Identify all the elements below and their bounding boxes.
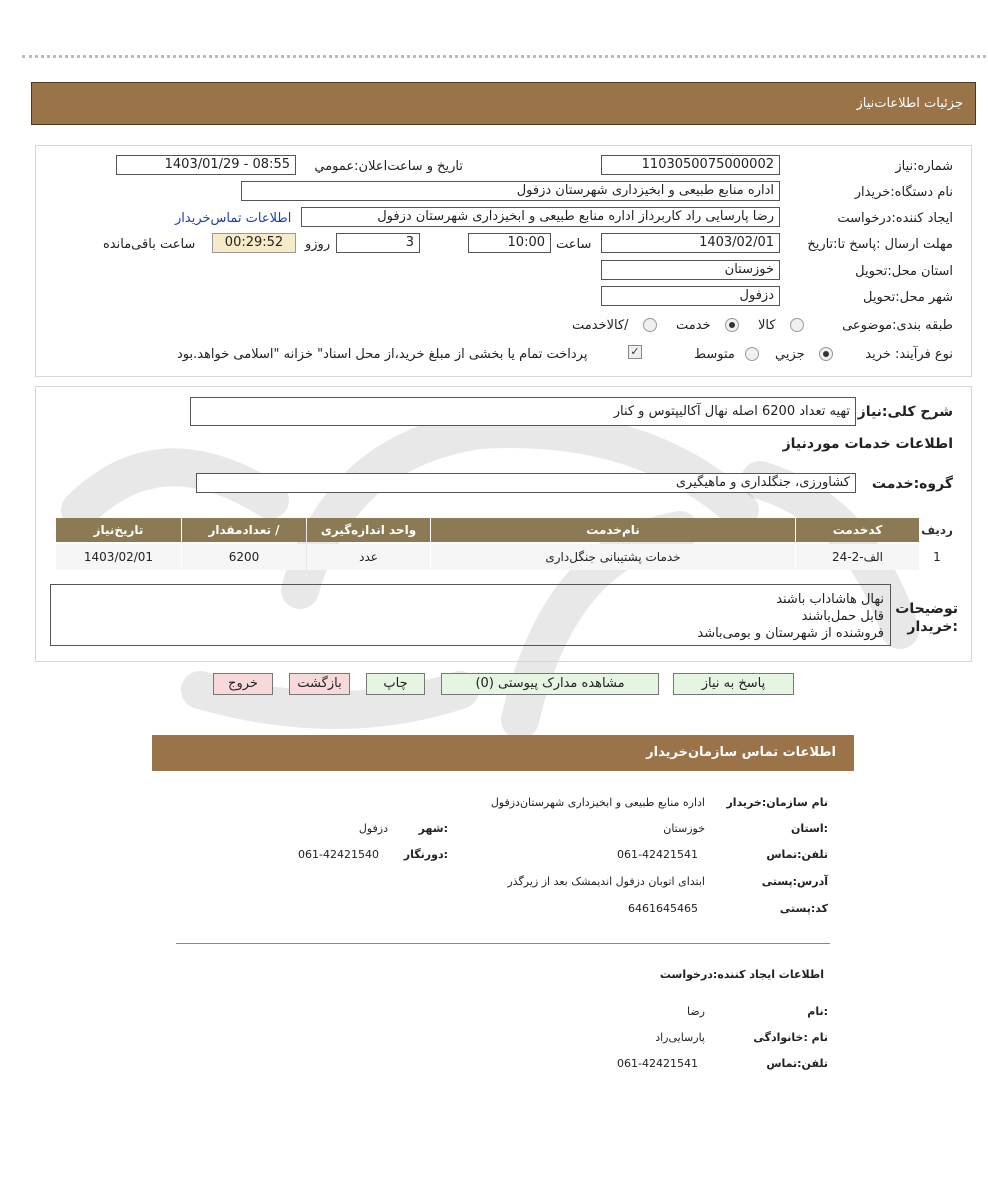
contact-header-title: اطلاعات تماس سازمان‌خریدار xyxy=(646,745,836,760)
details-panel xyxy=(35,145,972,377)
buyer-desc-line-2: قابل حمل‌باشند xyxy=(801,609,884,624)
deadline-date-field: 1403/02/01 xyxy=(601,233,780,253)
group-field: کشاورزی، جنگلداری و ماهیگیری xyxy=(196,473,856,493)
group-label: گروه:خدمت xyxy=(871,476,953,492)
summary-label: شرح کلی:نیاز xyxy=(857,404,953,420)
creator-field: رضا پارسایی راد کاربرداز اداره منابع طبیعی و ابخیزداری شهرستان دزفول xyxy=(301,207,780,227)
contact-phone-label: تلفن:تماس xyxy=(766,848,828,861)
back-button[interactable]: بازگشت xyxy=(289,673,350,695)
contact-city-value: دزفول xyxy=(358,822,388,835)
requester-name-label: :نام xyxy=(807,1005,828,1018)
category-radio-goods-service[interactable] xyxy=(643,318,657,332)
remaining-time-field: 00:29:52 xyxy=(212,233,296,253)
col-header-unit: واحد اندازه‌گیری xyxy=(307,518,430,542)
category-option-goods-service: /کالاخدمت xyxy=(572,318,629,333)
creator-label: ایجاد کننده:درخواست xyxy=(837,211,953,226)
contact-phone-value: 061-42421541 xyxy=(617,848,698,861)
deadline-label: مهلت ارسال :پاسخ تا:تاریخ xyxy=(807,237,953,252)
requester-phone-value: 061-42421541 xyxy=(617,1057,698,1070)
contact-address-label: آدرس:پستی xyxy=(761,875,828,888)
deadline-time-field: 10:00 xyxy=(468,233,551,253)
days-label: روزو xyxy=(305,237,331,252)
table-row-1-unit: عدد xyxy=(307,544,430,570)
services-table xyxy=(56,518,954,570)
category-radio-goods[interactable] xyxy=(790,318,804,332)
print-button[interactable]: چاپ xyxy=(366,673,425,695)
contact-province-label: :استان xyxy=(791,822,828,835)
process-radio-medium[interactable] xyxy=(745,347,759,361)
announce-field: 1403/01/29 - 08:55 xyxy=(116,155,296,175)
need-number-field: 1103050075000002 xyxy=(601,155,780,175)
col-header-quantity: / تعدادمقدار xyxy=(182,518,306,542)
attachments-button[interactable]: مشاهده مدارک پیوستی (0) xyxy=(441,673,659,695)
buyer-contact-link[interactable]: اطلاعات تماس‌خریدار xyxy=(175,211,292,226)
exit-button[interactable]: خروج xyxy=(213,673,273,695)
process-option-minor: جزیي xyxy=(775,347,805,362)
details-header xyxy=(31,82,976,125)
contact-address-value: ابتدای اتوبان دزفول اندیمشک بعد از زیرگذر xyxy=(507,875,705,888)
buyer-desc-box xyxy=(50,584,891,646)
need-number-label: شماره:نیاز xyxy=(895,159,953,174)
province-label: استان محل:تحویل xyxy=(855,264,953,279)
requester-family-value: پارسایی‌راد xyxy=(655,1031,705,1044)
buyer-org-field: اداره منابع طبیعی و ابخیزداری شهرستان دزفول xyxy=(241,181,780,201)
col-header-row: ردیف xyxy=(920,518,954,542)
treasury-checkbox[interactable]: ✓ xyxy=(628,345,642,359)
top-divider xyxy=(22,55,986,58)
col-header-name: نام‌خدمت xyxy=(431,518,795,542)
requester-phone-label: تلفن:تماس xyxy=(766,1057,828,1070)
contact-fax-value: 061-42421540 xyxy=(298,848,379,861)
summary-field: تهیه تعداد 6200 اصله نهال آکالیپتوس و کنار xyxy=(190,397,856,426)
process-option-medium: متوسط xyxy=(694,347,735,362)
col-header-code: کدخدمت xyxy=(796,518,919,542)
services-title: اطلاعات خدمات موردنیاز xyxy=(782,436,953,452)
requester-family-label: نام :خانوادگی xyxy=(753,1031,828,1044)
category-label: طبقه بندی:موضوعی xyxy=(842,318,953,333)
contact-city-label: :شهر xyxy=(418,822,448,835)
contact-fax-label: :دورنگار xyxy=(403,848,448,861)
category-option-goods: کالا xyxy=(758,318,776,333)
province-field: خوزستان xyxy=(601,260,780,280)
process-radio-minor[interactable] xyxy=(819,347,833,361)
deadline-time-label: ساعت xyxy=(556,237,592,252)
respond-button[interactable]: پاسخ به نیاز xyxy=(673,673,794,695)
requester-title: اطلاعات ایجاد کننده:درخواست xyxy=(659,968,824,981)
col-header-date: تاریخ‌نیاز xyxy=(56,518,181,542)
contact-header xyxy=(152,735,854,771)
city-label: شهر محل:تحویل xyxy=(863,290,953,305)
remaining-label: ساعت باقی‌مانده xyxy=(103,237,196,252)
table-row-1-name: خدمات پشتیبانی جنگل‌داری xyxy=(431,544,795,570)
contact-org-label: نام سازمان:خریدار xyxy=(726,796,828,809)
buyer-desc-line-1: نهال هاشاداب باشند xyxy=(776,592,884,607)
requester-name-value: رضا xyxy=(686,1005,705,1018)
payment-note: پرداخت تمام یا بخشی از مبلغ خرید،از محل اسناد" خزانه "اسلامی خواهد.بود xyxy=(177,347,588,362)
table-row-1-date: 1403/02/01 xyxy=(56,544,181,570)
table-row-1-quantity: 6200 xyxy=(182,544,306,570)
details-header-title: جزئیات اطلاعات‌نیاز xyxy=(856,96,963,111)
contact-postal-value: 6461645465 xyxy=(628,902,698,915)
days-field: 3 xyxy=(336,233,420,253)
table-row-1-index: 1 xyxy=(920,544,954,570)
category-radio-service[interactable] xyxy=(725,318,739,332)
category-option-service: خدمت xyxy=(676,318,711,333)
city-field: دزفول xyxy=(601,286,780,306)
contact-province-value: خوزستان xyxy=(663,822,705,835)
contact-divider xyxy=(176,943,830,944)
table-row-1-code: الف-2-24 xyxy=(796,544,919,570)
contact-postal-label: کد:پستی xyxy=(779,902,828,915)
buyer-org-label: نام دستگاه:خریدار xyxy=(854,185,953,200)
announce-label: تاریخ و ساعت‌اعلان:عمومي xyxy=(314,159,463,174)
buyer-desc-label: توضیحات :خریدار xyxy=(895,601,958,635)
contact-org-value: اداره منابع طبیعی و ابخیزداری شهرستان‌دزفول xyxy=(490,796,705,809)
buyer-desc-line-3: فروشنده از شهرستان و بومی‌باشد xyxy=(697,626,884,641)
process-label: نوع فرآیند: خرید xyxy=(865,347,953,362)
